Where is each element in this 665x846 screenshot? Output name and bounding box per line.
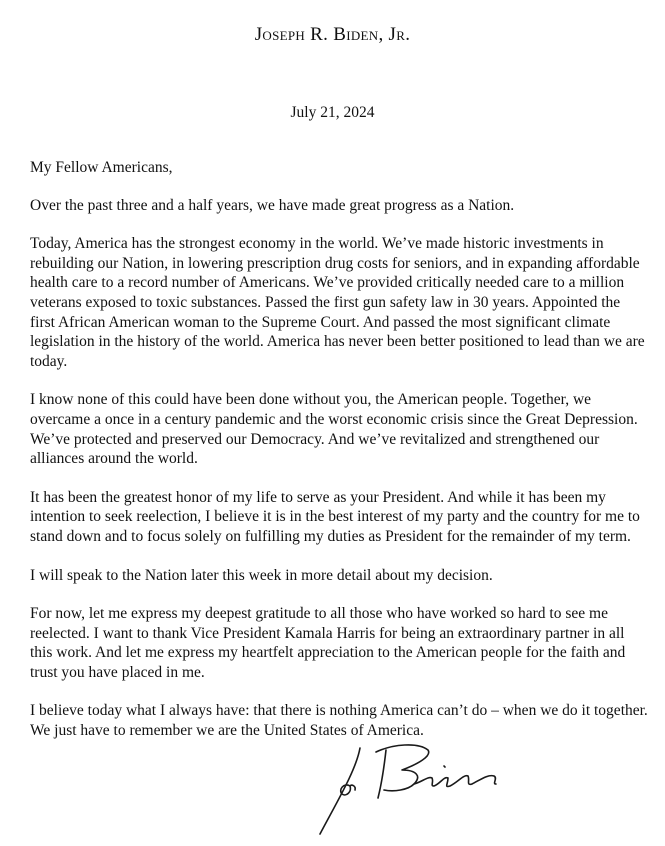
paragraph-4: It has been the greatest honor of my life to serve as your President. And while it has been my intention to seek reelection, I believe it is in the best interest of my party and the country for me to stand down and to focus solely on fulfilling my duties as President for the remainder of my term.: [30, 488, 640, 545]
paragraph-6: For now, let me express my deepest gratitude to all those who have worked so hard to see me reelected. I want to thank Vice President Kamala Harris for being an extraordinary partner in all this work. And let me express my heartfelt appreciation to the American people for the faith and trust you have placed in me.: [30, 605, 626, 681]
paragraph-7: I believe today what I always have: that there is nothing America can’t do – when we do it together. We just have to remember we are the United States of America.: [30, 702, 648, 740]
paragraph-3: I know none of this could have been done without you, the American people. Together, we overcame a once in a century pandemic and the worst economic crisis since the Great Depression. We’ve protected and preserved our Democracy. And we’ve revitalized and strengthened our alliances around the world.: [30, 391, 638, 468]
paragraph-1: Over the past three and a half years, we have made great progress as a Nation.: [30, 196, 515, 214]
letterhead: Joseph R. Biden, Jr.: [254, 24, 411, 45]
letter-date: July 21, 2024: [290, 104, 375, 121]
paragraph-2: Today, America has the strongest economy in the world. We’ve made historic investments in rebuilding our Nation, in lowering prescription drug costs for seniors, and in expanding affordable health care to a record number of Americans. We’ve provided critically needed care to a million veterans exposed to toxic substances. Passed the first gun safety law in 30 years. Appointed the first African American woman to the Supreme Court. And passed the most significant climate legislation in the history of the world. America has never been better positioned to lead than we are today.: [30, 235, 645, 370]
handwritten-signature: [298, 730, 513, 840]
letter-body: [30, 158, 648, 760]
paragraph-5: I will speak to the Nation later this week in more detail about my decision.: [30, 566, 493, 584]
salutation: My Fellow Americans,: [30, 159, 173, 176]
